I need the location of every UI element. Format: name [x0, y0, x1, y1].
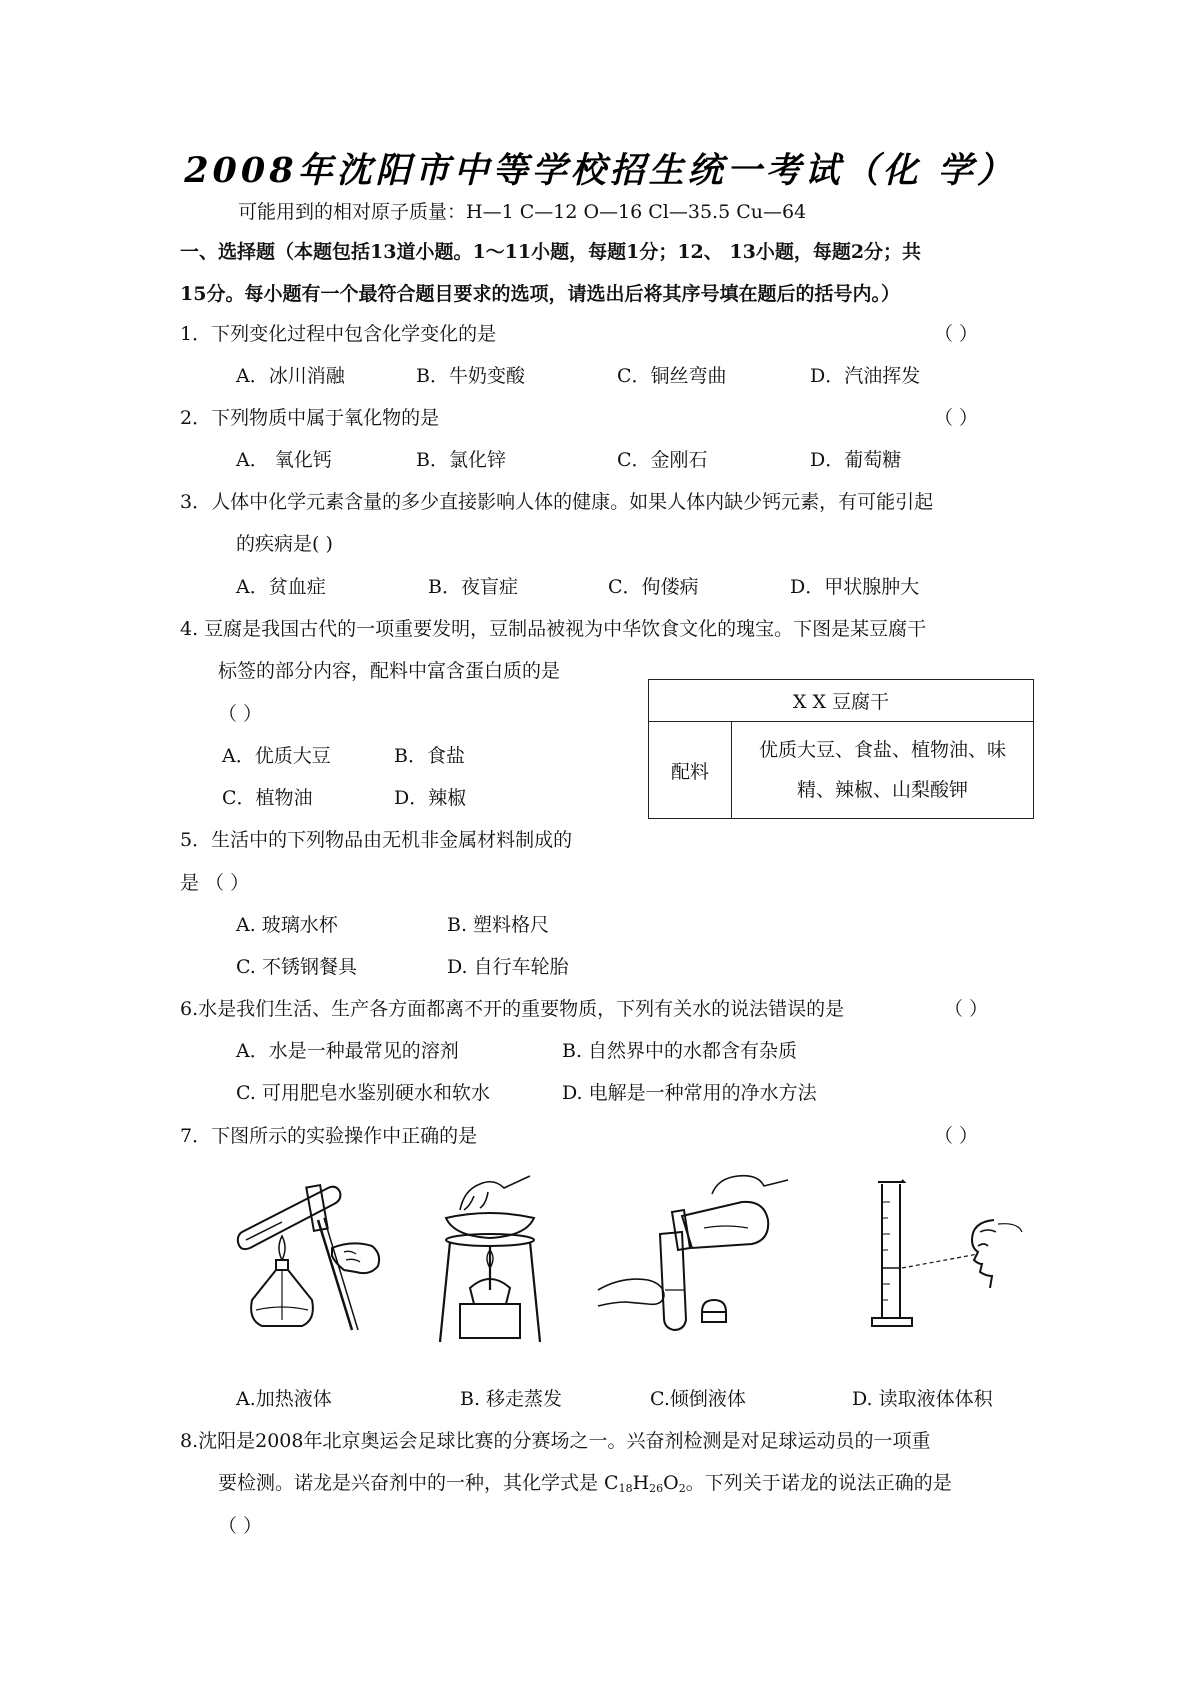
formula-h-subscript: 26	[649, 1482, 664, 1495]
question-5-stem: 5．生活中的下列物品由无机非金属材料制成的	[180, 829, 573, 851]
question-4-option-c: C．植物油	[222, 787, 313, 809]
question-1-option-a: A．冰川消融	[236, 365, 345, 387]
question-6-option-b: B. 自然界中的水都含有杂质	[562, 1040, 798, 1062]
evaporating-dish-icon	[430, 1170, 550, 1345]
tofu-label-ingredients	[732, 722, 1034, 819]
figure-d-caption: D. 读取液体体积	[852, 1388, 993, 1410]
tofu-label-ingredients-heading: 配料	[649, 722, 732, 819]
question-8-stem-cont-a: 要检测。诺龙是兴奋剂中的一种，其化学式是	[218, 1472, 605, 1494]
question-6-option-d: D. 电解是一种常用的净水方法	[562, 1082, 817, 1104]
pouring-liquid-icon	[592, 1172, 802, 1332]
question-6-answer-blank[interactable]: （ ）	[944, 998, 989, 1020]
question-2-answer-blank[interactable]: （ ）	[934, 407, 979, 429]
tofu-label-table	[648, 679, 1034, 819]
atomic-masses: 可能用到的相对原子质量：H—1 C—12 O—16 Cl—35.5 Cu—64	[238, 201, 807, 223]
question-3-option-d: D．甲状腺肿大	[790, 576, 920, 598]
tofu-label-ingredients-line2: 精、辣椒、山梨酸钾	[796, 779, 968, 801]
graduated-cylinder-icon	[868, 1172, 1028, 1332]
question-6-option-c: C. 可用肥皂水鉴别硬水和软水	[236, 1082, 490, 1104]
question-2-option-b: B．氯化锌	[416, 449, 506, 471]
question-6-option-a: A．水是一种最常见的溶剂	[236, 1040, 459, 1062]
question-2-stem: 2．下列物质中属于氧化物的是	[180, 407, 440, 429]
formula-c: C	[604, 1472, 619, 1494]
question-4-stem-cont: 标签的部分内容，配料中富含蛋白质的是	[218, 660, 561, 682]
norlone-formula	[604, 1472, 686, 1494]
question-3-stem: 3．人体中化学元素含量的多少直接影响人体的健康。如果人体内缺少钙元素，有可能引起	[180, 491, 934, 513]
tofu-label-header: X X 豆腐干	[649, 680, 1034, 722]
figure-b-caption: B. 移走蒸发	[460, 1388, 563, 1410]
question-1-option-b: B．牛奶变酸	[416, 365, 525, 387]
question-8-stem-cont-b: 。下列关于诺龙的说法正确的是	[685, 1472, 952, 1494]
question-1-option-d: D．汽油挥发	[810, 365, 921, 387]
question-4-stem: 4. 豆腐是我国古代的一项重要发明，豆制品被视为中华饮食文化的瑰宝。下图是某豆腐干	[180, 618, 927, 640]
tofu-label-ingredients-line1: 优质大豆、食盐、植物油、味	[758, 739, 1006, 761]
question-2-option-c: C．金刚石	[617, 449, 708, 471]
formula-o: O	[663, 1472, 679, 1494]
formula-o-subscript: 2	[678, 1482, 686, 1495]
formula-h: H	[632, 1472, 650, 1494]
question-2-option-a: A． 氧化钙	[236, 449, 332, 471]
question-8-answer-blank[interactable]: （ ）	[218, 1515, 263, 1537]
heating-test-tube-icon	[232, 1180, 422, 1340]
question-3-option-c: C．佝偻病	[608, 576, 699, 598]
question-3-option-a: A．贫血症	[236, 576, 326, 598]
question-5-option-a: A. 玻璃水杯	[236, 914, 338, 936]
question-4-option-a: A．优质大豆	[222, 745, 331, 767]
question-5-option-c: C. 不锈钢餐具	[236, 956, 357, 978]
question-1-answer-blank[interactable]: （ ）	[934, 323, 979, 345]
question-4-option-d: D．辣椒	[394, 787, 467, 809]
question-7-answer-blank[interactable]: （ ）	[934, 1125, 979, 1147]
figure-c-caption: C.倾倒液体	[650, 1388, 746, 1410]
question-3-option-b: B．夜盲症	[428, 576, 518, 598]
question-3-stem-cont: 的疾病是( )	[236, 533, 333, 555]
formula-c-subscript: 18	[618, 1482, 633, 1495]
question-7-stem: 7．下图所示的实验操作中正确的是	[180, 1125, 478, 1147]
question-5-option-b: B. 塑料格尺	[447, 914, 550, 936]
question-4-option-b: B．食盐	[394, 745, 465, 767]
question-2-option-d: D．葡萄糖	[810, 449, 902, 471]
question-6-stem: 6.水是我们生活、生产各方面都离不开的重要物质，下列有关水的说法错误的是	[180, 998, 845, 1020]
section-header-line1: 一、选择题（本题包括13道小题。1～11小题，每题1分；12、 13小题，每题2分；共	[180, 241, 922, 263]
figure-a-caption: A.加热液体	[236, 1388, 332, 1410]
section-header-line2: 15分。每小题有一个最符合题目要求的选项，请选出后将其序号填在题后的括号内。）	[180, 283, 900, 305]
question-8-stem: 8.沈阳是2008年北京奥运会足球比赛的分赛场之一。兴奋剂检测是对足球运动员的一项重	[180, 1430, 931, 1452]
question-5-option-d: D. 自行车轮胎	[447, 956, 569, 978]
question-8-stem-cont	[218, 1471, 952, 1501]
question-4-answer-blank[interactable]: （ ）	[218, 703, 263, 725]
question-5-stem-cont: 是 （ ）	[180, 872, 250, 894]
question-1-stem: 1．下列变化过程中包含化学变化的是	[180, 323, 497, 345]
exam-title: 2008年沈阳市中等学校招生统一考试（化 学）	[184, 150, 1016, 191]
question-1-option-c: C．铜丝弯曲	[617, 365, 727, 387]
